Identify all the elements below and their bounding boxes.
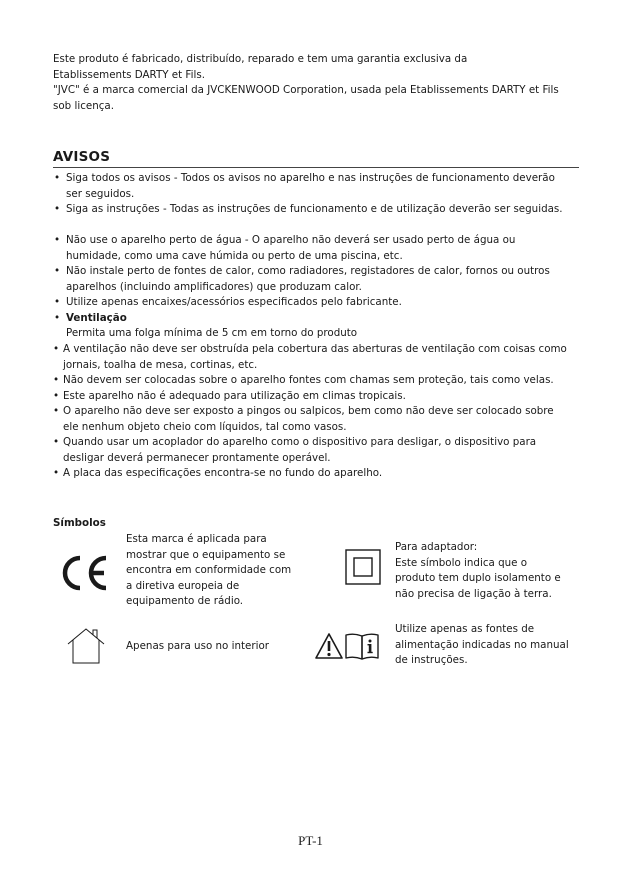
list-item: • Siga todos os avisos - Todos os avisos no aparelho e nas instruções de funcionamento deverão ser seguidos. — [53, 171, 583, 202]
warning-triangle-icon — [314, 632, 344, 660]
list-item: • A ventilação não deve ser obstruída pela cobertura das aberturas de ventilação com coisas como jornais, toalha de mesa, cortinas, etc. — [53, 342, 583, 373]
intro-line: sob licença. — [53, 99, 114, 112]
list-item: • Não use o aparelho perto de água - O aparelho não deverá ser usado perto de água ou humidade, como uma cave húmida ou perto de uma piscina, etc. — [53, 233, 583, 264]
intro-line: "JVC" é a marca comercial da JVCKENWOOD Corporation, usada pela Etablissements DARTY et Fils — [53, 84, 559, 96]
list-item-ventilation: • Ventilação Permita uma folga mínima de 5 cm em torno do produto — [53, 311, 583, 342]
intro-paragraph — [53, 52, 583, 114]
intro-line: Este produto é fabricado, distribuído, reparado e tem uma garantia exclusiva da — [53, 53, 468, 65]
symbols-title: Símbolos — [53, 517, 106, 529]
warnings-list-2 — [53, 233, 583, 342]
section-title-avisos: AVISOS — [53, 149, 579, 168]
double-insulation-icon — [345, 549, 381, 585]
intro-line: Etablissements DARTY et Fils. — [53, 68, 205, 81]
list-item: • Não devem ser colocadas sobre o aparelho fontes com chamas sem proteção, tais como velas. — [53, 373, 583, 389]
list-item: • O aparelho não deve ser exposto a pingos ou salpicos, bem como não deve ser colocado sobre ele nenhum objeto cheio com líquidos, tal como vasos. — [53, 404, 583, 435]
warnings-list-1 — [53, 171, 583, 218]
instruction-manual-icon — [344, 632, 380, 660]
list-item: • A placa das especificações encontra-se no fundo do aparelho. — [53, 466, 583, 482]
ce-mark-description: Esta marca é aplicada para mostrar que o equipamento se encontra em conformidade com a diretiva europeia de equipamento de rádio. — [126, 533, 292, 607]
list-item: • Siga as instruções - Todas as instruções de funcionamento e de utilização deverão ser seguidas. — [53, 202, 583, 218]
warnings-list-3 — [53, 342, 583, 482]
list-item: • Não instale perto de fontes de calor, como radiadores, registadores de calor, fornos ou outros aparelhos (incluindo amplificadores) que produzam calor. — [53, 264, 583, 295]
list-item: • Quando usar um acoplador do aparelho como o dispositivo para desligar, o dispositivo para desligar deverá permanecer prontamente operável. — [53, 435, 583, 466]
ce-mark-icon — [58, 554, 112, 592]
list-item: • Utilize apenas encaixes/acessórios especificados pelo fabricante. — [53, 295, 583, 311]
manual-description: Utilize apenas as fontes de alimentação indicadas no manual de instruções. — [395, 623, 569, 666]
indoor-use-description: Apenas para uso no interior — [126, 640, 269, 652]
list-item: • Este aparelho não é adequado para utilização em climas tropicais. — [53, 389, 583, 405]
page-number: PT-1 — [298, 833, 323, 848]
indoor-use-house-icon — [66, 627, 106, 665]
double-insulation-description: Para adaptador: Este símbolo indica que o produto tem duplo isolamento e não precisa de ligação à terra. — [395, 541, 561, 600]
